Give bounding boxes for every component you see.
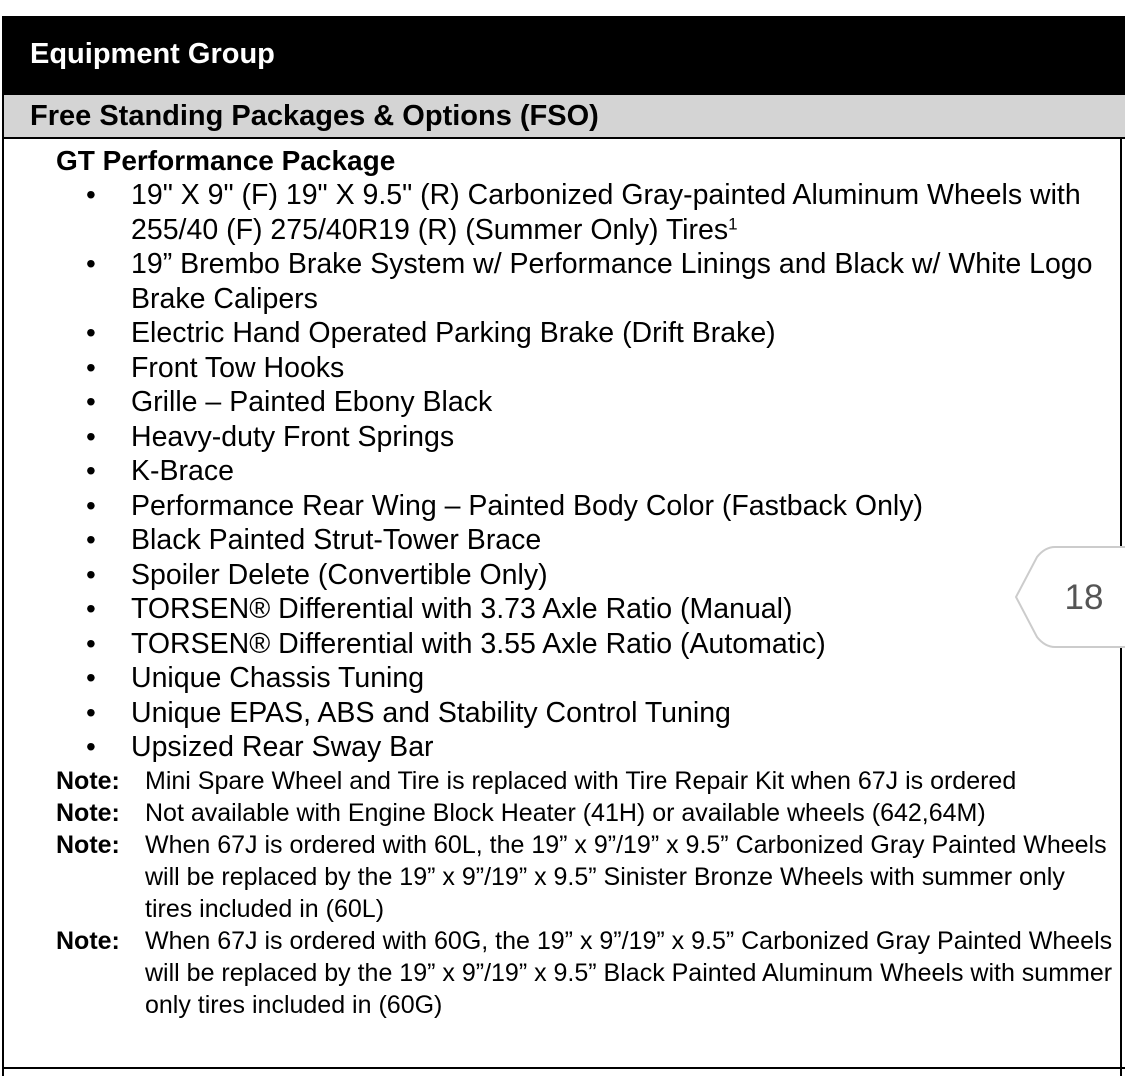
feature-item [56,351,1118,386]
note [56,797,1118,829]
feature-text: TORSEN® Differential with 3.73 Axle Ratio (Manual) [131,593,793,625]
feature-item [56,385,1118,420]
bullet-icon: • [86,351,96,383]
feature-text: Electric Hand Operated Parking Brake (Drift Brake) [131,317,776,349]
feature-text: 19” Brembo Brake System w/ Performance Linings and Black w/ White Logo Brake Calipers [131,248,1093,315]
package-content [56,144,1118,1021]
feature-text: Upsized Rear Sway Bar [131,731,434,763]
bullet-icon: • [86,662,96,693]
feature-text: Unique EPAS, ABS and Stability Control Tuning [131,696,731,729]
feature-item [56,730,1118,765]
note [56,829,1118,925]
note [56,925,1118,1021]
feature-text: 19" X 9" (F) 19" X 9.5" (R) Carbonized Gray-painted Aluminum Wheels with 255/40 (F) 275/40R19 (R) (Summer Only) Tires [131,179,1081,246]
feature-item [56,627,1118,662]
footnote-marker: 1 [728,214,738,234]
bullet-icon: • [86,420,96,452]
feature-item [56,178,1118,247]
note-text: Mini Spare Wheel and Tire is replaced with Tire Repair Kit when 67J is ordered [145,766,1017,795]
feature-list [56,178,1118,765]
bullet-icon: • [86,593,96,624]
bullet-icon: • [86,386,96,417]
note-text: When 67J is ordered with 60L, the 19” x 9”/19” x 9.5” Carbonized Gray Painted Wheels will be replaced by the 19” x 9”/19” x 9.5” Sinister Bronze Wheels with summer only tires included in (60L) [145,830,1107,923]
feature-text: Unique Chassis Tuning [131,662,425,694]
feature-text: Front Tow Hooks [131,351,345,384]
notes-section [56,765,1118,1021]
bullet-icon: • [86,248,96,279]
bullet-icon: • [86,558,96,590]
equipment-group-header: Equipment Group [4,16,1125,93]
feature-item [56,247,1118,316]
feature-text: Heavy-duty Front Springs [131,420,455,453]
feature-item [56,696,1118,731]
note-label: Note: [56,926,120,955]
feature-item [56,592,1118,627]
feature-text: Black Painted Strut-Tower Brace [131,524,542,556]
note [56,765,1118,797]
feature-item [56,661,1118,696]
bullet-icon: • [86,696,96,728]
feature-text: Spoiler Delete (Convertible Only) [131,558,548,591]
table-bottom-border [4,1067,1125,1069]
page-number: 18 [1064,578,1104,617]
bullet-icon: • [86,455,96,486]
note-label: Note: [56,766,120,795]
feature-item [56,489,1118,524]
note-label: Note: [56,830,120,859]
feature-item [56,558,1118,593]
bullet-icon: • [86,317,96,348]
feature-item [56,523,1118,558]
fso-subheader: Free Standing Packages & Options (FSO) [4,93,1125,139]
bullet-icon: • [86,731,96,762]
feature-text: Grille – Painted Ebony Black [131,386,493,418]
bullet-icon: • [86,627,96,659]
note-label: Note: [56,798,120,827]
bullet-icon: • [86,524,96,555]
feature-text: K-Brace [131,455,234,487]
note-text: When 67J is ordered with 60G, the 19” x 9”/19” x 9.5” Carbonized Gray Painted Wheels will be replaced by the 19” x 9”/19” x 9.5” Black Painted Aluminum Wheels with summer only tires included in (60G) [145,926,1113,1019]
feature-item [56,420,1118,455]
bullet-icon: • [86,179,96,210]
feature-item [56,316,1118,351]
package-title: GT Performance Package [56,145,396,176]
bullet-icon: • [86,489,96,521]
feature-text: Performance Rear Wing – Painted Body Color (Fastback Only) [131,489,923,522]
note-text: Not available with Engine Block Heater (41H) or available wheels (642,64M) [145,798,986,827]
feature-item [56,454,1118,489]
feature-text: TORSEN® Differential with 3.55 Axle Ratio (Automatic) [131,627,826,660]
